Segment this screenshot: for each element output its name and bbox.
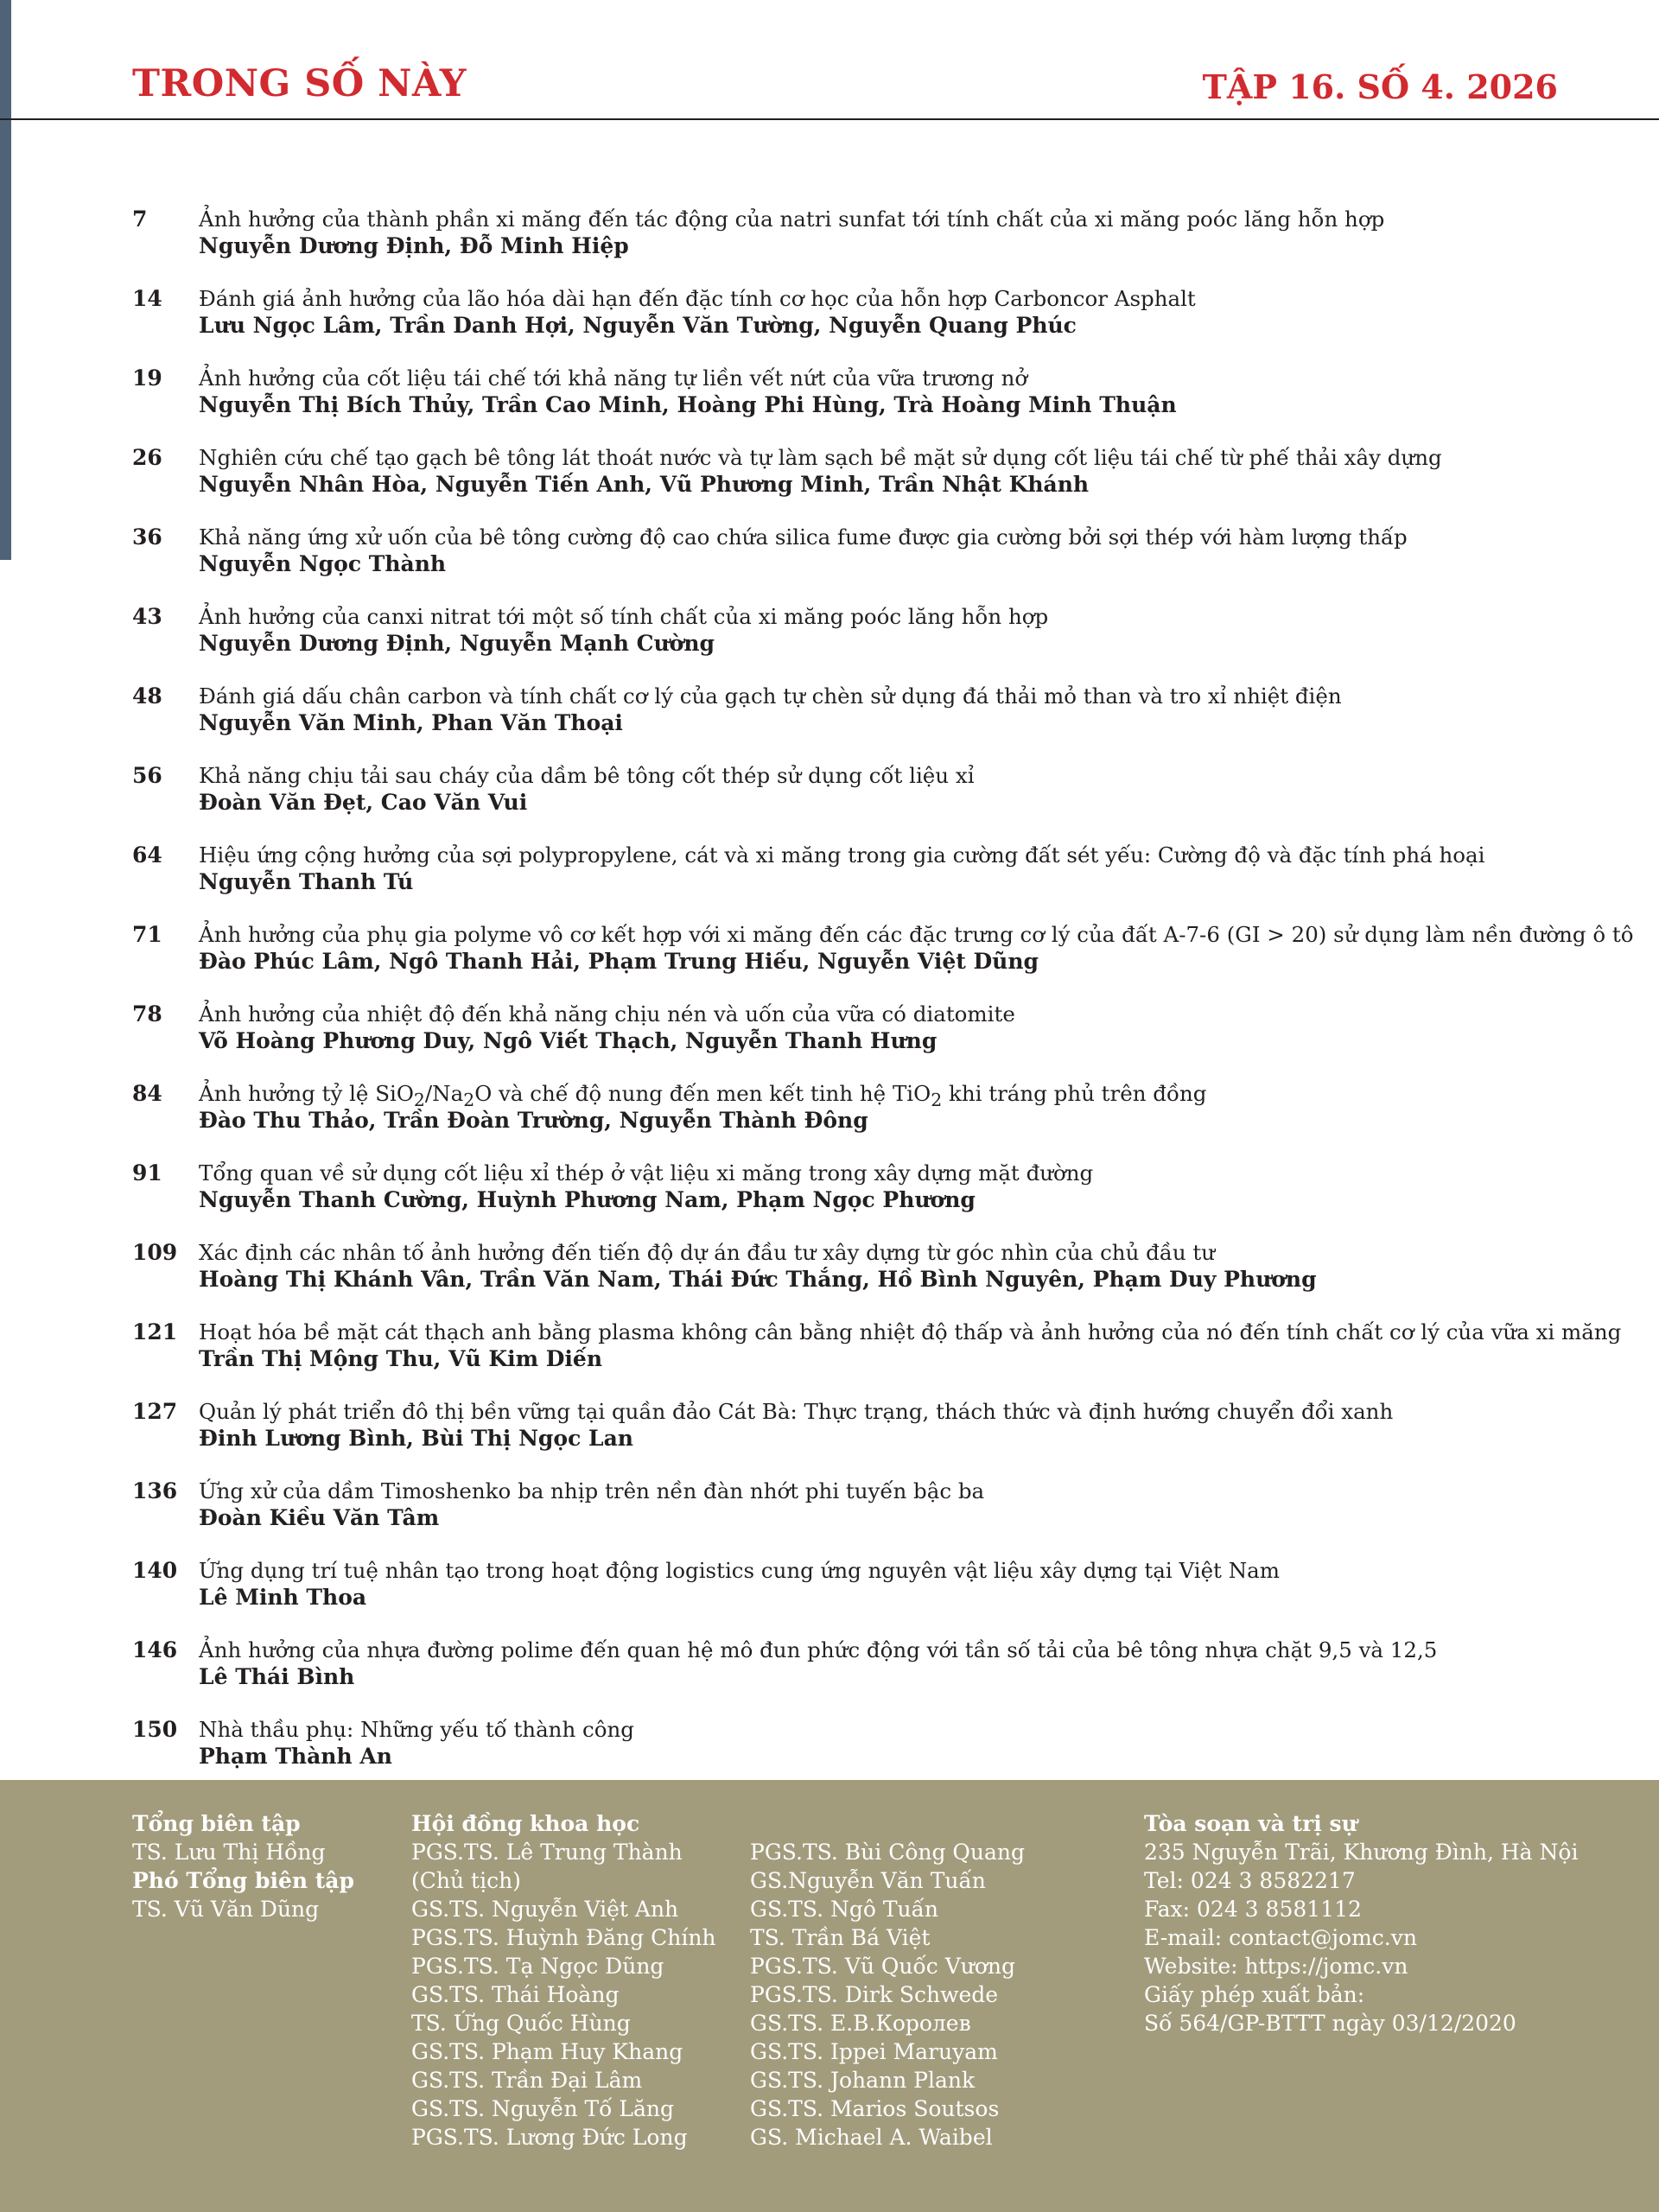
toc-article-title: Tổng quan về sử dụng cốt liệu xỉ thép ở vật liệu xi măng trong xây dựng mặt đường xyxy=(199,1160,1094,1185)
toc-entry xyxy=(132,365,1567,444)
council-member: GS.TS. Trần Đại Lâm xyxy=(411,2068,643,2093)
toc-entry xyxy=(132,1637,1567,1716)
toc-article-authors: Đào Phúc Lâm, Ngô Thanh Hải, Phạm Trung Hiếu, Nguyễn Việt Dũng xyxy=(199,949,1039,974)
office-info-line: Website: https://jomc.vn xyxy=(1144,1954,1408,1979)
editor-heading: Tổng biên tập xyxy=(132,1811,301,1836)
council-member: GS.TS. Nguyễn Việt Anh xyxy=(411,1897,679,1922)
toc-page-number: 136 xyxy=(132,1478,178,1503)
council-member: GS.TS. Johann Plank xyxy=(750,2068,976,2093)
council-member: GS. Michael A. Waibel xyxy=(750,2125,993,2150)
toc-article-title: Xác định các nhân tố ảnh hưởng đến tiến độ dự án đầu tư xây dựng từ góc nhìn của chủ đầu tư xyxy=(199,1240,1216,1265)
masthead-footer xyxy=(0,1780,1659,2212)
toc-entry xyxy=(132,206,1567,285)
toc-article-title: Ảnh hưởng của nhiệt độ đến khả năng chịu nén và uốn của vữa có diatomite xyxy=(199,1001,1015,1027)
toc-article-authors: Nguyễn Văn Minh, Phan Văn Thoại xyxy=(199,710,623,735)
toc-page-number: 71 xyxy=(132,922,162,947)
office-info-line: 235 Nguyễn Trãi, Khương Đình, Hà Nội xyxy=(1144,1840,1579,1865)
toc-article-title: Ứng dụng trí tuệ nhân tạo trong hoạt động logistics cung ứng nguyên vật liệu xây dựng tại Việt Nam xyxy=(199,1558,1280,1583)
toc-article-title: Khả năng chịu tải sau cháy của dầm bê tông cốt thép sử dụng cốt liệu xỉ xyxy=(199,763,975,788)
office-info-line: E-mail: contact@jomc.vn xyxy=(1144,1925,1417,1950)
council-heading: Hội đồng khoa học xyxy=(411,1811,640,1836)
council-member: PGS.TS. Tạ Ngọc Dũng xyxy=(411,1954,664,1979)
deputy-heading: Phó Tổng biên tập xyxy=(132,1868,354,1893)
toc-article-title: Quản lý phát triển đô thị bền vững tại quần đảo Cát Bà: Thực trạng, thách thức và định hướng chuyển đổi xanh xyxy=(199,1399,1394,1424)
toc-article-title: Hiệu ứng cộng hưởng của sợi polypropylene, cát và xi măng trong gia cường đất sét yếu: Cường độ và đặc tính phá hoại xyxy=(199,842,1485,868)
council-member: PGS.TS. Bùi Công Quang xyxy=(750,1840,1026,1865)
council-member: PGS.TS. Dirk Schwede xyxy=(750,1982,999,2007)
toc-article-authors: Nguyễn Dương Định, Nguyễn Mạnh Cường xyxy=(199,631,715,656)
council-member: PGS.TS. Lương Đức Long xyxy=(411,2125,688,2150)
toc-entry xyxy=(132,1080,1567,1160)
toc-entry xyxy=(132,762,1567,842)
toc-article-title: Nhà thầu phụ: Những yếu tố thành công xyxy=(199,1717,634,1742)
toc-entry xyxy=(132,1001,1567,1080)
council-member: PGS.TS. Lê Trung Thành xyxy=(411,1840,683,1865)
toc-article-title: Hoạt hóa bề mặt cát thạch anh bằng plasma không cân bằng nhiệt độ thấp và ảnh hưởng của nó đến tính chất cơ lý của vữa xi măng xyxy=(199,1319,1622,1344)
editors-column xyxy=(132,1809,354,1923)
toc-article-title: Nghiên cứu chế tạo gạch bê tông lát thoát nước và tự làm sạch bề mặt sử dụng cốt liệu tái chế từ phế thải xây dựng xyxy=(199,445,1442,470)
header-divider xyxy=(0,118,1659,120)
toc-page-number: 7 xyxy=(132,207,148,232)
toc-page-number: 121 xyxy=(132,1319,178,1344)
toc-article-authors: Nguyễn Thị Bích Thủy, Trần Cao Minh, Hoàng Phi Hùng, Trà Hoàng Minh Thuận xyxy=(199,392,1177,417)
toc-article-authors: Nguyễn Nhân Hòa, Nguyễn Tiến Anh, Vũ Phương Minh, Trần Nhật Khánh xyxy=(199,472,1090,497)
toc-page-number: 150 xyxy=(132,1717,178,1742)
council-member: GS.Nguyễn Văn Tuấn xyxy=(750,1868,986,1893)
toc-page-number: 19 xyxy=(132,365,162,391)
toc-entry xyxy=(132,1398,1567,1478)
toc-article-authors: Đào Thu Thảo, Trần Đoàn Trường, Nguyễn Thành Đông xyxy=(199,1108,868,1133)
council-column-2 xyxy=(750,1838,1025,2152)
council-member: PGS.TS. Vũ Quốc Vương xyxy=(750,1954,1016,1979)
toc-entry xyxy=(132,842,1567,921)
toc-page-number: 109 xyxy=(132,1240,178,1265)
toc-article-title: Ảnh hưởng của nhựa đường polime đến quan hệ mô đun phức động với tần số tải của bê tông nhựa chặt 9,5 và 12,5 xyxy=(199,1637,1438,1662)
side-accent-bar xyxy=(0,0,11,560)
toc-entry xyxy=(132,921,1634,1001)
toc-article-title: Ảnh hưởng của phụ gia polyme vô cơ kết hợp với xi măng đến các đặc trưng cơ lý của đất A-7-6 (GI > 20) sử dụng làm nền đường ô tô xyxy=(199,922,1634,947)
council-member: GS.TS. E.B.Королев xyxy=(750,2011,971,2036)
toc-article-authors: Lê Thái Bình xyxy=(199,1664,355,1689)
issue-label: TẬP 16. SỐ 4. 2026 xyxy=(1202,67,1558,106)
council-member: GS.TS. Phạm Huy Khang xyxy=(411,2039,683,2064)
toc-article-title: Ứng xử của dầm Timoshenko ba nhịp trên nền đàn nhớt phi tuyến bậc ba xyxy=(199,1478,985,1503)
table-of-contents xyxy=(132,206,1634,1796)
toc-article-authors: Lê Minh Thoa xyxy=(199,1585,367,1610)
toc-entry xyxy=(132,524,1567,603)
council-member: GS.TS. Thái Hoàng xyxy=(411,1982,620,2007)
toc-entry xyxy=(132,1478,1567,1557)
council-member: PGS.TS. Huỳnh Đăng Chính xyxy=(411,1925,716,1950)
toc-article-authors: Lưu Ngọc Lâm, Trần Danh Hợi, Nguyễn Văn Tường, Nguyễn Quang Phúc xyxy=(199,313,1077,338)
toc-article-authors: Đinh Lương Bình, Bùi Thị Ngọc Lan xyxy=(199,1426,633,1451)
toc-article-title: Ảnh hưởng tỷ lệ $SiO_2/Na_2O$ và chế độ nung đến men kết tinh hệ TiO$_2$ khi tráng phủ trên đồng xyxy=(199,1081,1207,1110)
toc-page-number: 127 xyxy=(132,1399,178,1424)
toc-entry xyxy=(132,1557,1567,1637)
toc-page-number: 146 xyxy=(132,1637,178,1662)
editor-name: TS. Lưu Thị Hồng xyxy=(132,1840,326,1865)
office-column xyxy=(1144,1809,1578,2037)
toc-page-number: 64 xyxy=(132,842,162,868)
toc-article-authors: Hoàng Thị Khánh Vân, Trần Văn Nam, Thái Đức Thắng, Hồ Bình Nguyên, Phạm Duy Phương xyxy=(199,1267,1317,1292)
toc-article-title: Đánh giá dấu chân carbon và tính chất cơ lý của gạch tự chèn sử dụng đá thải mỏ than và tro xỉ nhiệt điện xyxy=(199,683,1342,709)
toc-article-title: Đánh giá ảnh hưởng của lão hóa dài hạn đến đặc tính cơ học của hỗn hợp Carboncor Asphalt xyxy=(199,286,1196,311)
toc-page-number: 14 xyxy=(132,286,162,311)
council-member: GS.TS. Marios Soutsos xyxy=(750,2096,1000,2121)
deputy-name: TS. Vũ Văn Dũng xyxy=(132,1897,320,1922)
toc-entry xyxy=(132,1319,1622,1398)
office-info-line: Số 564/GP-BTTT ngày 03/12/2020 xyxy=(1144,2011,1516,2036)
toc-article-authors: Đoàn Văn Đẹt, Cao Văn Vui xyxy=(199,790,528,815)
toc-entry xyxy=(132,603,1567,683)
toc-article-title: Ảnh hưởng của thành phần xi măng đến tác động của natri sunfat tới tính chất của xi măng poóc lăng hỗn hợp xyxy=(199,207,1385,232)
toc-page-number: 48 xyxy=(132,683,162,709)
office-info-line: Giấy phép xuất bản: xyxy=(1144,1982,1365,2007)
toc-article-authors: Võ Hoàng Phương Duy, Ngô Viết Thạch, Nguyễn Thanh Hưng xyxy=(199,1028,938,1053)
toc-page-number: 26 xyxy=(132,445,162,470)
toc-article-authors: Đoàn Kiều Văn Tâm xyxy=(199,1505,440,1530)
council-member: (Chủ tịch) xyxy=(411,1868,521,1893)
toc-article-authors: Trần Thị Mộng Thu, Vũ Kim Diến xyxy=(199,1346,603,1371)
toc-entry xyxy=(132,683,1567,762)
council-member: GS.TS. Ngô Tuấn xyxy=(750,1897,939,1922)
office-heading: Tòa soạn và trị sự xyxy=(1144,1811,1357,1836)
toc-entry xyxy=(132,285,1567,365)
toc-article-authors: Phạm Thành An xyxy=(199,1744,392,1769)
council-member: TS. Ứng Quốc Hùng xyxy=(411,2011,631,2036)
toc-entry xyxy=(132,1239,1567,1319)
toc-page-number: 84 xyxy=(132,1081,162,1106)
toc-page-number: 78 xyxy=(132,1001,162,1027)
toc-article-title: Khả năng ứng xử uốn của bê tông cường độ cao chứa silica fume được gia cường bởi sợi thép với hàm lượng thấp xyxy=(199,524,1408,550)
toc-entry xyxy=(132,444,1567,524)
toc-entry xyxy=(132,1160,1567,1239)
toc-article-authors: Nguyễn Thanh Tú xyxy=(199,869,414,894)
toc-article-title: Ảnh hưởng của cốt liệu tái chế tới khả năng tự liền vết nứt của vữa trương nở xyxy=(199,365,1028,391)
council-column-1 xyxy=(411,1809,716,2152)
office-info-line: Tel: 024 3 8582217 xyxy=(1144,1868,1356,1893)
page-title: TRONG SỐ NÀY xyxy=(132,62,467,105)
toc-article-authors: Nguyễn Ngọc Thành xyxy=(199,551,447,576)
council-member: GS.TS. Ippei Maruyam xyxy=(750,2039,998,2064)
toc-page-number: 91 xyxy=(132,1160,162,1185)
toc-page-number: 43 xyxy=(132,604,162,629)
toc-page-number: 36 xyxy=(132,524,162,550)
council-member: TS. Trần Bá Việt xyxy=(750,1925,931,1950)
toc-page-number: 56 xyxy=(132,763,162,788)
office-info-line: Fax: 024 3 8581112 xyxy=(1144,1897,1362,1922)
council-member: GS.TS. Nguyễn Tố Lăng xyxy=(411,2096,675,2121)
toc-page-number: 140 xyxy=(132,1558,178,1583)
toc-article-authors: Nguyễn Thanh Cường, Huỳnh Phương Nam, Phạm Ngọc Phương xyxy=(199,1187,976,1212)
toc-article-authors: Nguyễn Dương Định, Đỗ Minh Hiệp xyxy=(199,233,629,258)
toc-article-title: Ảnh hưởng của canxi nitrat tới một số tính chất của xi măng poóc lăng hỗn hợp xyxy=(199,604,1049,629)
